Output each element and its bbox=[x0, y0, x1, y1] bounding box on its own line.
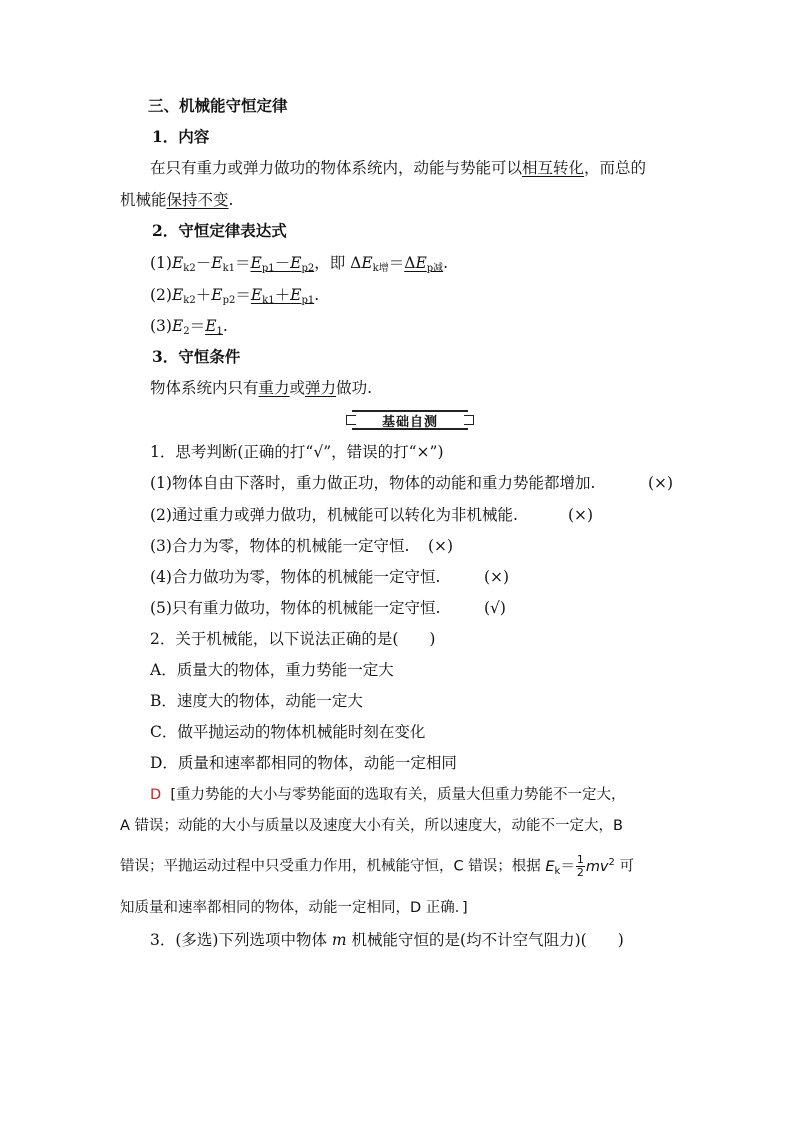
question-2-stem: 2．关于机械能，以下说法正确的是( ) bbox=[150, 630, 436, 648]
subheading-expressions: 2．守恒定律表达式 bbox=[152, 221, 287, 240]
self-test-banner: 基础自测 bbox=[352, 410, 468, 430]
section-heading: 三、机械能守恒定律 bbox=[148, 96, 288, 115]
formula-1: $(1)E_{k2}-E_{k1}=E_{p1}-E_{p2}$，即 $\Delta E_{k增}=\Delta E_{p减}$. bbox=[150, 254, 449, 274]
judgment-item-2: (2)通过重力或弹力做功，机械能可以转化为非机械能. bbox=[150, 506, 518, 524]
kinetic-energy-formula: $E_k=$ $\frac{1}{2}$ $mv^2$ bbox=[545, 853, 615, 879]
judgment-item-3: (3)合力为零，物体的机械能一定守恒. bbox=[150, 537, 410, 555]
formula-2: $(2)E_{k2}+E_{p2}=E_{k1}+E_{p1}$. bbox=[150, 286, 320, 306]
question-1-stem: 1．思考判断(正确的打“√”，错误的打“×”) bbox=[150, 443, 444, 461]
judgment-mark-5: (√) bbox=[484, 599, 506, 617]
content-paragraph-line-1: 在只有重力或弹力做功的物体系统内，动能与势能可以相互转化，而总的 bbox=[150, 159, 647, 177]
explanation-line-1: D [重力势能的大小与零势能面的选取有关，质量大但重力势能不一定大， bbox=[150, 787, 626, 803]
answer-letter: D bbox=[150, 787, 162, 803]
explanation-line-4: 知质量和速率都相同的物体，动能一定相同，D 正确．] bbox=[120, 900, 468, 916]
judgment-mark-3: (×) bbox=[428, 537, 454, 555]
option-a: A．质量大的物体，重力势能一定大 bbox=[150, 661, 394, 679]
option-d: D．质量和速率都相同的物体，动能一定相同 bbox=[150, 754, 457, 772]
option-b: B．速度大的物体，动能一定大 bbox=[150, 692, 363, 710]
judgment-mark-2: (×) bbox=[568, 506, 594, 524]
judgment-mark-4: (×) bbox=[484, 568, 510, 586]
judgment-item-5: (5)只有重力做功，物体的机械能一定守恒. bbox=[150, 599, 441, 617]
explanation-line-3: 错误；平抛运动过程中只受重力作用，机械能守恒，C 错误；根据 $E_k=$ $\frac{1}{2}$ $mv^2$ 可 bbox=[120, 853, 635, 879]
content-paragraph-line-2: 机械能保持不变. bbox=[120, 191, 234, 209]
conditions-paragraph: 物体系统内只有重力或弹力做功. bbox=[150, 379, 372, 397]
formula-3: $(3)E_2=E_1$. bbox=[150, 317, 228, 337]
judgment-item-4: (4)合力做功为零，物体的机械能一定守恒. bbox=[150, 568, 441, 586]
subheading-content: 1．内容 bbox=[152, 127, 210, 146]
question-3-stem: 3．(多选)下列选项中物体 m 机械能守恒的是(均不计空气阻力)( ) bbox=[150, 931, 624, 949]
judgment-item-1: (1)物体自由下落时，重力做正功，物体的动能和重力势能都增加. bbox=[150, 474, 596, 492]
subheading-conditions: 3．守恒条件 bbox=[152, 347, 241, 366]
option-c: C．做平抛运动的物体机械能时刻在变化 bbox=[150, 723, 426, 741]
judgment-mark-1: (×) bbox=[648, 474, 674, 492]
explanation-line-2: A 错误；动能的大小与质量以及速度大小有关，所以速度大，动能不一定大，B bbox=[120, 818, 623, 834]
